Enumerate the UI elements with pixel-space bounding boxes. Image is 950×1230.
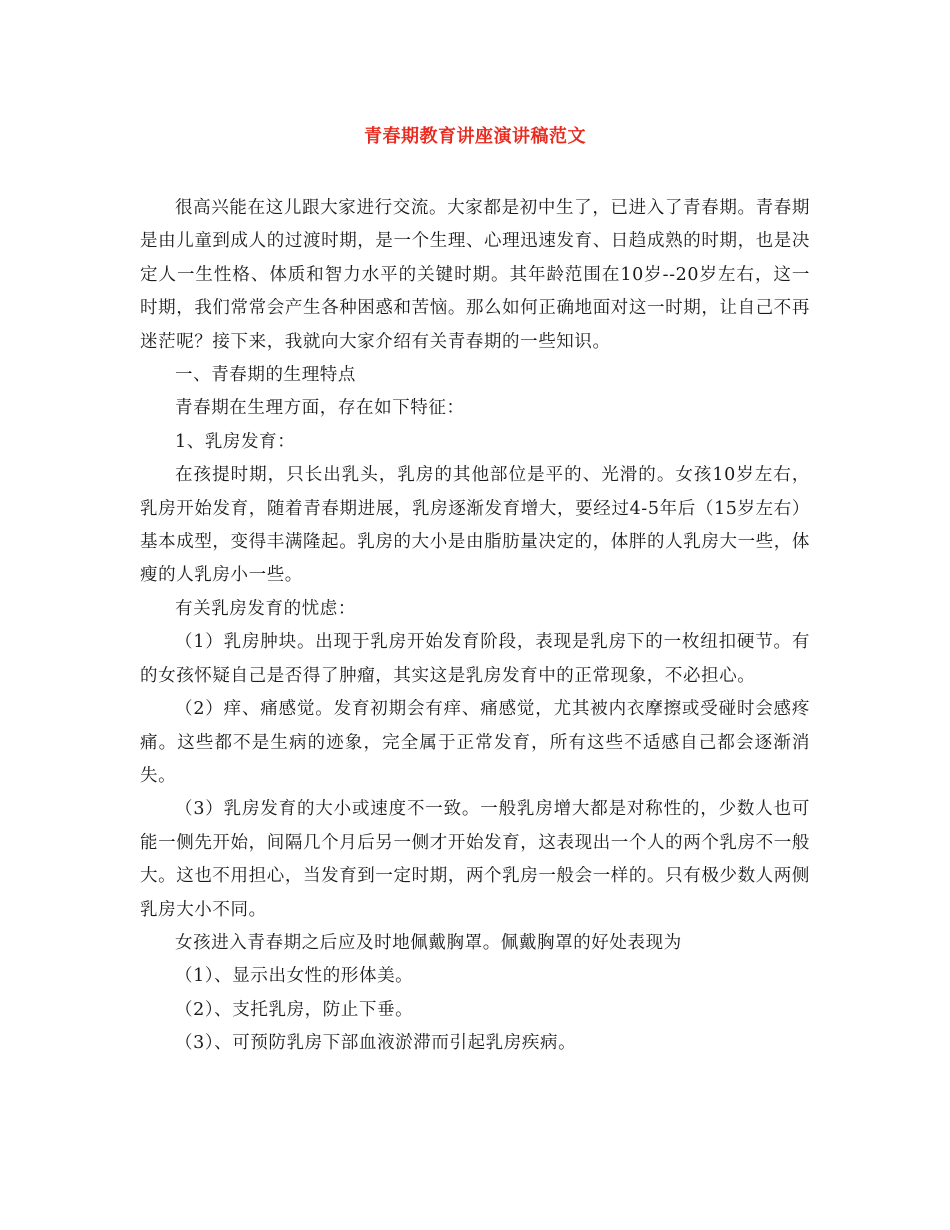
- paragraph-intro: 很高兴能在这儿跟大家进行交流。大家都是初中生了，已进入了青春期。青春期是由儿童到成人的过渡时期，是一个生理、心理迅速发育、日趋成熟的时期，也是决定人一生性格、体质和智力水平的关键时期。其年龄范围在10岁--20岁左右，这一时期，我们常常会产生各种困惑和苦恼。那么如何正确地面对这一时期，让自己不再迷茫呢？接下来，我就向大家介绍有关青春期的一些知识。: [140, 198, 810, 352]
- section-heading-physiology: 一、青春期的生理特点: [175, 365, 356, 386]
- list-item-benefit-3: （3）、可预防乳房下部血液淤滞而引起乳房疾病。: [175, 1033, 577, 1054]
- document-title: 青春期教育讲座演讲稿范文: [364, 126, 586, 147]
- paragraph-concerns-heading: 有关乳房发育的忧虑：: [175, 598, 356, 619]
- paragraph-features-intro: 青春期在生理方面，存在如下特征：: [175, 398, 465, 419]
- paragraph-bra-intro: 女孩进入青春期之后应及时地佩戴胸罩。佩戴胸罩的好处表现为: [175, 932, 682, 953]
- paragraph-breast-development: 在孩提时期，只长出乳头，乳房的其他部位是平的、光滑的。女孩10岁左右，乳房开始发育，随着青春期进展，乳房逐渐发育增大，要经过4-5年后（15岁左右）基本成型，变得丰满隆起。乳房的大小是由脂肪量决定的，体胖的人乳房大一些，体瘦的人乳房小一些。: [140, 465, 810, 586]
- subheading-breast-development: 1、乳房发育：: [175, 431, 296, 452]
- paragraph-concern-3: （3）乳房发育的大小或速度不一致。一般乳房增大都是对称性的，少数人也可能一侧先开始，间隔几个月后另一侧才开始发育，这表现出一个人的两个乳房不一般大。这也不用担心，当发育到一定时期，两个乳房一般会一样的。只有极少数人两侧乳房大小不同。: [140, 799, 810, 920]
- document-body: [140, 192, 810, 1061]
- list-item-benefit-1: （1）、显示出女性的形体美。: [175, 966, 414, 987]
- paragraph-concern-2: （2）痒、痛感觉。发育初期会有痒、痛感觉，尤其被内衣摩擦或受碰时会感疼痛。这些都不是生病的迹象，完全属于正常发育，所有这些不适感自己都会逐渐消失。: [140, 699, 810, 786]
- list-item-benefit-2: （2）、支托乳房，防止下垂。: [175, 999, 414, 1020]
- paragraph-concern-1: （1）乳房肿块。出现于乳房开始发育阶段，表现是乳房下的一枚纽扣硬节。有的女孩怀疑自己是否得了肿瘤，其实这是乳房发育中的正常现象，不必担心。: [140, 632, 810, 686]
